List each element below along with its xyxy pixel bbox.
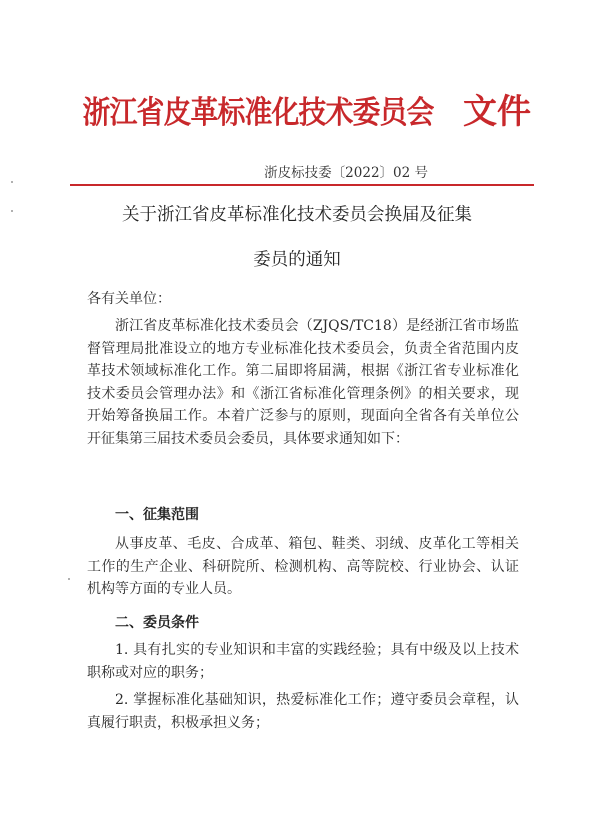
- notice-title-line-2: 委员的通知: [253, 250, 341, 270]
- document-header: [0, 84, 594, 133]
- section-heading-scope: 一、征集范围: [115, 507, 199, 523]
- header-doc-word: 文件: [463, 92, 531, 132]
- scope-block: [87, 533, 519, 601]
- salutation: 各有关单位：: [87, 291, 171, 307]
- notice-title-line-1: 关于浙江省皮革标准化技术委员会换届及征集: [122, 205, 472, 225]
- document-number: 浙皮标技委〔2022〕02 号: [264, 165, 428, 181]
- requirement-2-block: [87, 689, 519, 734]
- header-org-name: 浙江省皮革标准化技术委员会: [82, 95, 434, 131]
- scan-speck: [11, 210, 13, 212]
- requirement-1-paragraph: 1. 具有扎实的专业知识和丰富的实践经验；具有中级及以上技术职称或对应的职务；: [87, 642, 519, 681]
- scan-speck: [68, 578, 70, 580]
- intro-paragraph: 浙江省皮革标准化技术委员会（ZJQS/TC18）是经浙江省市场监督管理局批准设立的地方专业标准化技术委员会，负责全省范围内皮革技术领域标准化工作。第二届即将届满，根据《浙江省专业标准化技术委员会管理办法》和《浙江省标准化管理条例》的相关要求，现开始筹备换届工作。本着广泛参与的原则，现面向全省各有关单位公开征集第三届技术委员会委员，具体要求通知如下：: [87, 318, 519, 447]
- requirement-1-block: [87, 639, 519, 684]
- red-divider-line: [70, 184, 534, 186]
- intro-block: [87, 315, 519, 450]
- scan-speck: [11, 181, 13, 183]
- section-heading-requirements: 二、委员条件: [115, 615, 199, 631]
- scope-paragraph: 从事皮革、毛皮、合成革、箱包、鞋类、羽绒、皮革化工等相关工作的生产企业、科研院所、检测机构、高等院校、行业协会、认证机构等方面的专业人员。: [87, 536, 519, 597]
- requirement-2-paragraph: 2. 掌握标准化基础知识，热爱标准化工作；遵守委员会章程，认真履行职责，积极承担义务；: [87, 692, 519, 731]
